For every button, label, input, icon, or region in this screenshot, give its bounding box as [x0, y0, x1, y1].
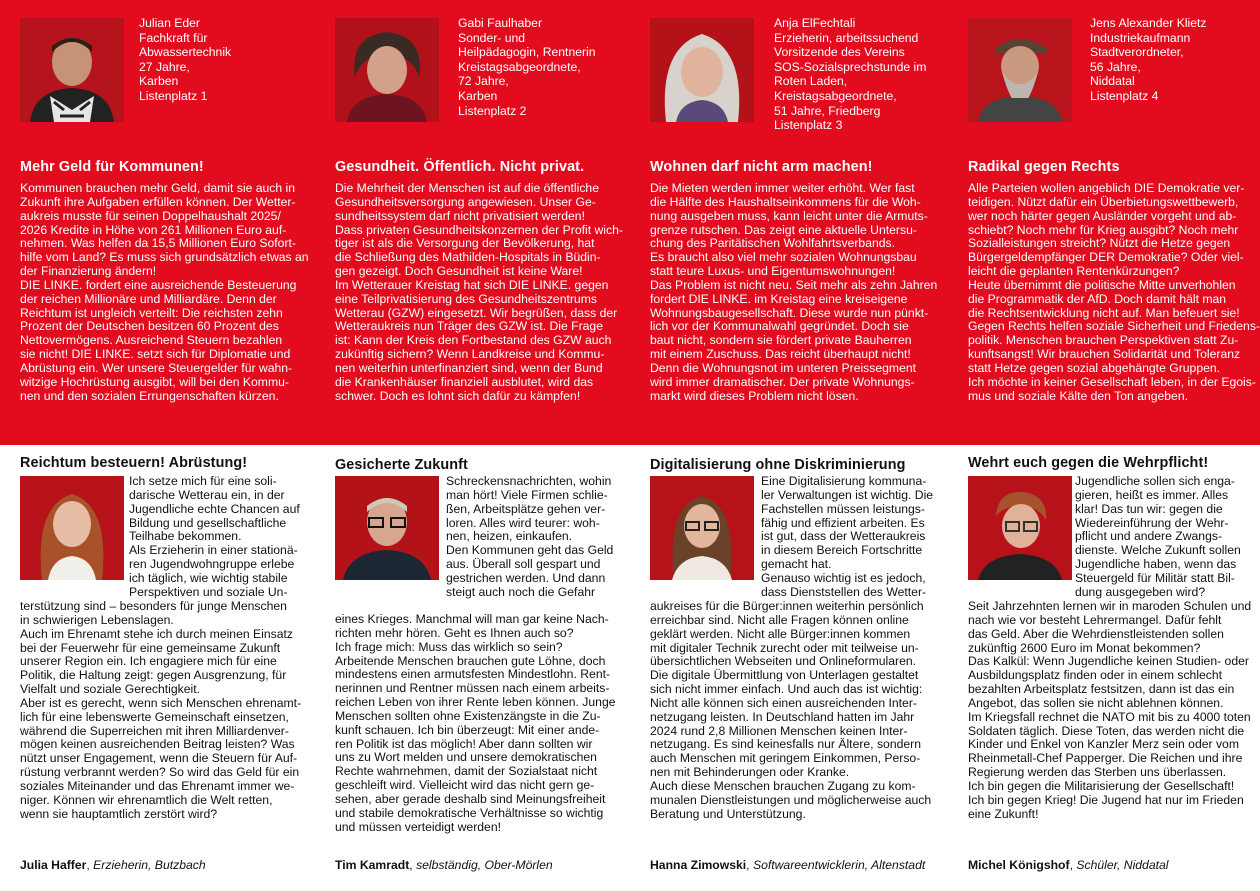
bio-anja-elfechtali: Anja ElFechtali Erzieherin, arbeitssuchend Vorsitzende des Vereins SOS-Sozialsprechstunde im Roten Laden, Kreistagsabgeordnete, 51 Jahre, Friedberg Listenplatz 3 [774, 16, 927, 133]
portrait-julia-haffer [20, 476, 124, 580]
signature-julia-haffer: Julia Haffer, Erzieherin, Butzbach [20, 858, 206, 872]
bio-julian-eder: Julian Eder Fachkraft für Abwassertechnik 27 Jahre, Karben Listenplatz 1 [139, 16, 232, 103]
text-wehrpflicht: Seit Jahrzehnten lernen wir in maroden Schulen und nach wie vor besteht Lehrermangel. Dafür fehlt das Geld. Aber die Wehrdienstleistenden sollen zukünftig 2600 Euro im Monat bekommen? Das Kalkül: Wenn Jugendliche keinen Studien- oder Ausbildungsplatz finden oder in einem schlecht bezahlten Arbeitsplatz festsitzen, dann ist das ein Angebot, das sollen sie nicht ablehnen können. Im Kriegsfall rechnet die NATO mit bis zu 4000 toten Soldaten täglich. Diese Toten, das werden nicht die Kinder und Enkel von Kanzler Merz sein oder vom Rheinmetall-Chef Papperger. Die Reichen und ihre Regierung werden das Sterben uns überlassen. Ich bin gegen die Militarisierung der Gesellschaft! Ich bin gegen Krieg! Die Jugend hat nur im Frieden eine Zukunft! [968, 599, 1252, 821]
bio-jens-klietz: Jens Alexander Klietz Industriekaufmann Stadtverordneter, 56 Jahre, Niddatal Listenplatz 4 [1090, 16, 1207, 103]
intro-wehrpflicht: Jugendliche sollen sich enga- gieren, heißt es immer. Alles klar! Das tun wir: gegen die Wiedereinführung der Wehr- pflicht und andere Zwangs- dienste. Welche Zukunft sollen Jugendliche haben, wenn das Steuergeld für Militär statt Bil- dung ausgegeben wird? [1075, 474, 1241, 599]
heading-mehr-geld: Mehr Geld für Kommunen! [20, 159, 204, 175]
portrait-julian-eder [20, 18, 124, 122]
heading-reichtum: Reichtum besteuern! Abrüstung! [20, 455, 248, 471]
heading-wehrpflicht: Wehrt euch gegen die Wehrpflicht! [968, 455, 1209, 471]
signature-hanna-zimowski: Hanna Zimowski, Softwareentwicklerin, Altenstadt [650, 858, 926, 872]
portrait-tim-kamradt [335, 476, 439, 580]
heading-zukunft: Gesicherte Zukunft [335, 457, 468, 473]
heading-digitalisierung: Digitalisierung ohne Diskriminierung [650, 457, 906, 473]
portrait-jens-klietz [968, 18, 1072, 122]
heading-gesundheit: Gesundheit. Öffentlich. Nicht privat. [335, 159, 585, 175]
text-digitalisierung: aukreises für die Bürger:innen weiterhin persönlich erreichbar sind. Nicht alle Fragen können online geklärt werden. Nicht alle Bürger:innen kommen mit digitaler Technik zurecht oder mit teilweise un- übersichtlichen Webseiten und Onlineformularen. Die digitale Übermittlung von Unterlagen gestaltet sich nicht immer einfach. Und auch das ist wichtig: Nicht alle können sich einen ausreichenden Inter- netzugang leisten. In Deutschland hatten im Jahr 2024 rund 2,8 Millionen Menschen keinen Inter- netzugang. Es sind keinesfalls nur Ältere, sondern auch Menschen mit geringem Einkommen, Perso- nen mit Behinderungen oder Kranke. Auch diese Menschen brauchen Zugang zu kom- munalen Dienstleistungen und möglicherweise auch Beratung und Unterstützung. [650, 599, 932, 821]
portrait-michel-koenigshof [968, 476, 1072, 580]
intro-zukunft: Schreckensnachrichten, wohin man hört! Viele Firmen schlie- ßen, Arbeitsplätze gehen ver- loren. Alles wird teurer: woh- nen, heizen, einkaufen. Den Kommunen geht das Geld aus. Überall soll gespart und gestrichen werden. Und dann steigt auch noch die Gefahr [446, 474, 614, 599]
portrait-anja-elfechtali [650, 18, 754, 122]
text-reichtum: terstützung sind – besonders für junge Menschen in schwierigen Lebenslagen. Auch im Ehrenamt stehe ich durch meinen Einsatz bei der Feuerwehr für eine gemeinsame Zukunft unserer Region ein. Ich engagiere mich für eine Politik, die Haltung zeigt: gegen Ausgrenzung, für Vielfalt und soziale Gerechtigkeit. Aber ist es gerecht, wenn sich Menschen ehrenamt- lich für eine lebenswerte Gemeinschaft einsetzen, während die Superreichen mit ihren Milliardenver- mögen keinen ausreichenden Beitrag leisten? Was nützt unser Engagement, wenn die Steuern für Auf- rüstung verbrannt werden? So wird das Geld für ein soziales Miteinander und das Ehrenamt immer we- niger. Können wir ehrenamtlich die Welt retten, wenn sie hauptamtlich zerstört wird? [20, 599, 302, 821]
intro-reichtum: Ich setze mich für eine soli- darische Wetterau ein, in der Jugendliche echte Chancen auf Bildung und gesellschaftliche Teilhabe bekommen. Als Erzieherin in einer stationä- ren Jugendwohngruppe erlebe ich täglich, wie wichtig stabile Perspektiven und soziale Un- [129, 474, 300, 599]
signature-michel-koenigshof: Michel Königshof, Schüler, Niddatal [968, 858, 1169, 872]
intro-digitalisierung: Eine Digitalisierung kommuna- ler Verwaltungen ist wichtig. Die Fachstellen müssen leistungs- fähig und effizient arbeiten. Es ist gut, dass der Wetteraukreis in diesem Bereich Fortschritte gemacht hat. Genauso wichtig ist es jedoch, dass Dienststellen des Wetter- [761, 474, 934, 599]
portrait-gabi-faulhaber [335, 18, 439, 122]
text-radikal: Alle Parteien wollen angeblich DIE Demokratie ver- teidigen. Nützt dafür ein Überbietungswettbewerb, wer noch härter gegen Ausländer vorgeht und ab- schiebt? Noch mehr für Krieg ausgibt? Noch mehr Sozialleistungen streicht? Nützt die Hetze gegen Bürgergeldempfänger DER Demokratie? Oder viel- leicht die geplanten Rentenkürzungen? Heute übernimmt die politische Mitte unverhohlen die Programmatik der AfD. Doch damit hält man die Rechtsentwicklung nicht auf. Man befeuert sie! Gegen Rechts helfen soziale Sicherheit und Friedens- politik. Menschen brauchen Perspektiven statt Zu- kunftsangst! Wir brauchen Solidarität und Toleranz statt Hetze gegen sozial abgehängte Gruppen. Ich möchte in keiner Gesellschaft leben, in der Egois- mus und soziale Kälte den Ton angeben. [968, 181, 1260, 403]
signature-tim-kamradt: Tim Kamradt, selbständig, Ober-Mörlen [335, 858, 553, 872]
text-mehr-geld: Kommunen brauchen mehr Geld, damit sie auch in Zukunft ihre Aufgaben erfüllen können. Der Wetter- aukreis musste für seinen Doppelhaushalt 2025/ 2026 Kredite in Höhe von 261 Millionen Euro auf- nehmen. Was helfen da 15,5 Millionen Euro Sofort- hilfe vom Land? Es muss sich grundsätzlich etwas an der Finanzierung ändern! DIE LINKE. fordert eine ausreichende Besteuerung der reichen Millionäre und Milliardäre. Denn der Reichtum ist ungleich verteilt: Die reichsten zehn Prozent der Deutschen besitzen 60 Prozent des Nettovermögens. Ausreichend Steuern bezahlen sie nicht! DIE LINKE. setzt sich für Diplomatie und Abrüstung ein. Wer unsere Steuergelder für wahn- witzige Hochrüstung ausgibt, will bei den Kommu- nen und den sozialen Errungenschaften kürzen. [20, 181, 309, 403]
portrait-hanna-zimowski [650, 476, 754, 580]
heading-wohnen: Wohnen darf nicht arm machen! [650, 159, 873, 175]
bio-gabi-faulhaber: Gabi Faulhaber Sonder- und Heilpädagogin, Rentnerin Kreistagsabgeordnete, 72 Jahre, Karben Listenplatz 2 [458, 16, 596, 118]
text-gesundheit: Die Mehrheit der Menschen ist auf die öffentliche Gesundheitsversorgung angewiesen. Unser Ge- sundheitssystem darf nicht privatisiert werden! Dass privaten Gesundheitskonzernen der Profit wich- tiger ist als die Versorgung der Bevölkerung, hat die Schließung des Mathilden-Hospitals in Büdin- gen gezeigt. Doch Gesundheit ist keine Ware! Im Wetterauer Kreistag hat sich DIE LINKE. gegen eine Teilprivatisierung des Gesundheitszentrums Wetterau (GZW) eingesetzt. Wir begrüßen, dass der Wetteraukreis nun Träger des GZW ist. Die Frage ist: Kann der Kreis den Fortbestand des GZW auch zukünftig sichern? Wenn Landkreise und Kommu- nen weiterhin unterfinanziert sind, wenn der Bund die Krankenhäuser finanziell ausblutet, wird das schwer. Doch es lohnt sich dafür zu kämpfen! [335, 181, 623, 403]
text-wohnen: Die Mieten werden immer weiter erhöht. Wer fast die Hälfte des Haushaltseinkommens für die Woh- nung ausgeben muss, kann leicht unter die Armuts- grenze rutschen. Das zeigt eine aktuelle Untersu- chung des Paritätischen Wohlfahrtsverbands. Es braucht also viel mehr sozialen Wohnungsbau statt teure Luxus- und Eigentumswohnungen! Das Problem ist nicht neu. Seit mehr als zehn Jahren fordert DIE LINKE. im Kreistag eine kreiseigene Wohnungsbaugesellschaft. Diese wurde nun pünkt- lich vor der Kommunalwahl gegründet. Doch sie baut nicht, sondern sie fördert private Bauherren mit einem Zuschuss. Das reicht überhaupt nicht! Denn die Wohnungsnot im unteren Preissegment wird immer dramatischer. Der private Wohnungs- markt wird dieses Problem nicht lösen. [650, 181, 938, 403]
heading-radikal: Radikal gegen Rechts [968, 159, 1120, 175]
text-zukunft: eines Krieges. Manchmal will man gar keine Nach- richten mehr hören. Geht es Ihnen auch so? Ich frage mich: Muss das wirklich so sein? Arbeitende Menschen brauchen gute Löhne, doch mindestens einen armutsfesten Mindestlohn. Rent- nerinnen und Rentner müssen nach einem arbeits- reichen Leben von ihrer Rente leben können. Junge Menschen sollten ohne Existenzängste in die Zu- kunft schauen. Ich bin überzeugt: Mit einer ande- ren Politik ist das möglich! Aber dann sollten wir uns zu Wort melden und unsere demokratischen Rechte wahrnehmen, damit der Sozialstaat nicht geschleift wird. Vielleicht wird das nicht gern ge- sehen, aber gerade deshalb sind Meinungsfreiheit und stabile demokratische Verhältnisse so wichtig und müssen verteidigt werden! [335, 612, 616, 834]
